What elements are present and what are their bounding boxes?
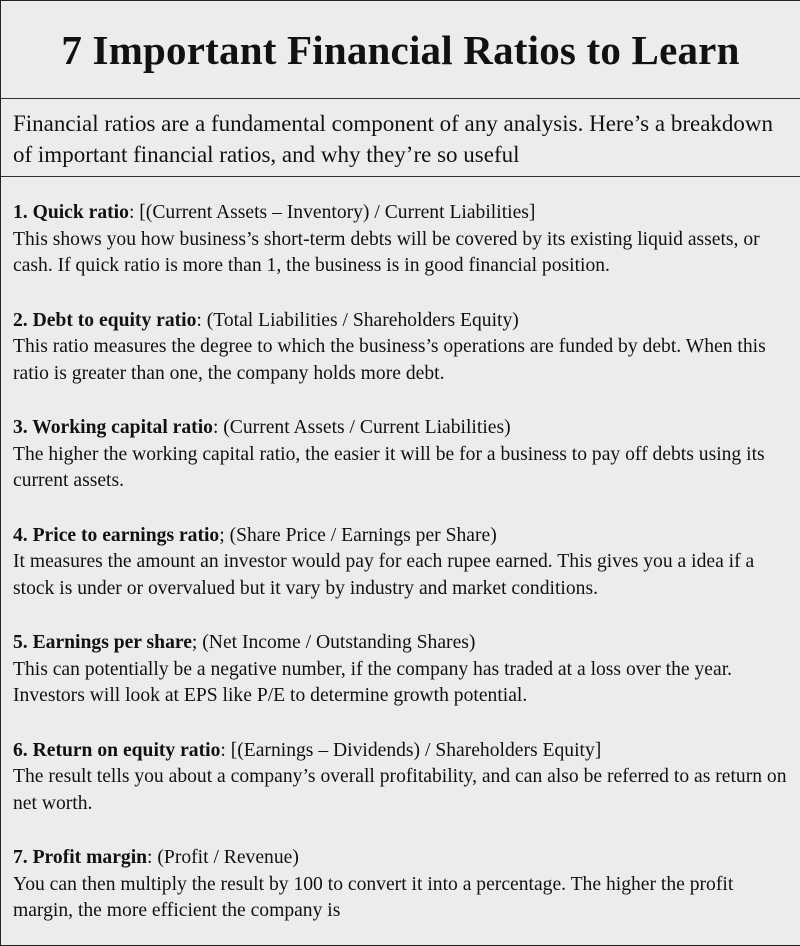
ratio-item-price-to-earnings <box>13 523 788 603</box>
ratio-description: It measures the amount an investor would pay for each rupee earned. This gives you a idea if a stock is under or overvalued but it vary by industry and market conditions. <box>13 551 755 599</box>
ratio-heading <box>13 630 788 657</box>
ratio-description: The higher the working capital ratio, the easier it will be for a business to pay off debts using its current assets. <box>13 443 765 491</box>
ratio-heading <box>13 523 788 550</box>
ratio-formula: [(Current Assets – Inventory) / Current Liabilities] <box>139 202 536 223</box>
ratio-item-return-on-equity <box>13 738 788 818</box>
ratio-name: 4. Price to earnings ratio <box>13 524 220 546</box>
ratio-separator: ; <box>219 524 230 546</box>
ratio-item-debt-to-equity <box>13 308 788 388</box>
ratio-item-profit-margin <box>13 845 788 925</box>
ratio-separator: : <box>220 739 231 761</box>
ratio-name: 3. Working capital ratio <box>13 417 213 438</box>
ratio-item-working-capital <box>13 415 788 495</box>
ratio-formula: [(Earnings – Dividends) / Shareholders Equity] <box>230 739 602 761</box>
ratio-heading <box>13 308 788 335</box>
intro-box <box>1 99 800 177</box>
ratio-separator: ; <box>191 632 203 653</box>
ratio-formula: (Total Liabilities / Shareholders Equity) <box>206 309 519 331</box>
ratio-separator: : <box>147 847 158 868</box>
ratio-separator: : <box>212 417 224 438</box>
ratio-name: 7. Profit margin <box>13 847 148 868</box>
ratio-heading <box>13 415 788 442</box>
ratio-list <box>1 177 800 925</box>
ratio-name: 2. Debt to equity ratio <box>13 309 197 331</box>
page-title: 7 Important Financial Ratios to Learn <box>61 26 740 73</box>
title-box <box>1 1 800 99</box>
ratio-separator: : <box>196 309 207 331</box>
ratio-description: The result tells you about a company’s overall profitability, and can also be referred to as return on net worth. <box>13 766 787 814</box>
ratio-heading <box>13 738 788 765</box>
ratio-name: 5. Earnings per share <box>13 632 192 653</box>
ratio-separator: : <box>128 202 140 223</box>
ratio-heading <box>13 200 788 227</box>
intro-text: Financial ratios are a fundamental component of any analysis. Here’s a breakdown of important financial ratios, and why they’re so useful <box>13 111 774 167</box>
ratio-formula: (Current Assets / Current Liabilities) <box>223 417 511 438</box>
ratio-description: This shows you how business’s short-term debts will be covered by its existing liquid assets, or cash. If quick ratio is more than 1, the business is in good financial position. <box>13 228 760 276</box>
ratio-name: 1. Quick ratio <box>13 202 129 223</box>
ratio-heading <box>13 845 788 872</box>
ratio-formula: (Profit / Revenue) <box>157 847 299 868</box>
ratio-description: This ratio measures the degree to which the business’s operations are funded by debt. When this ratio is greater than one, the company holds more debt. <box>13 336 766 384</box>
ratio-item-earnings-per-share <box>13 630 788 710</box>
ratio-item-quick-ratio <box>13 200 788 280</box>
ratio-description: This can potentially be a negative number, if the company has traded at a loss over the year. Investors will look at EPS like P/E to determine growth potential. <box>13 658 733 706</box>
ratio-name: 6. Return on equity ratio <box>13 739 221 761</box>
ratio-formula: (Net Income / Outstanding Shares) <box>202 632 476 653</box>
ratio-formula: (Share Price / Earnings per Share) <box>229 524 497 546</box>
ratio-description: You can then multiply the result by 100 to convert it into a percentage. The higher the profit margin, the more efficient the company is <box>13 873 734 921</box>
